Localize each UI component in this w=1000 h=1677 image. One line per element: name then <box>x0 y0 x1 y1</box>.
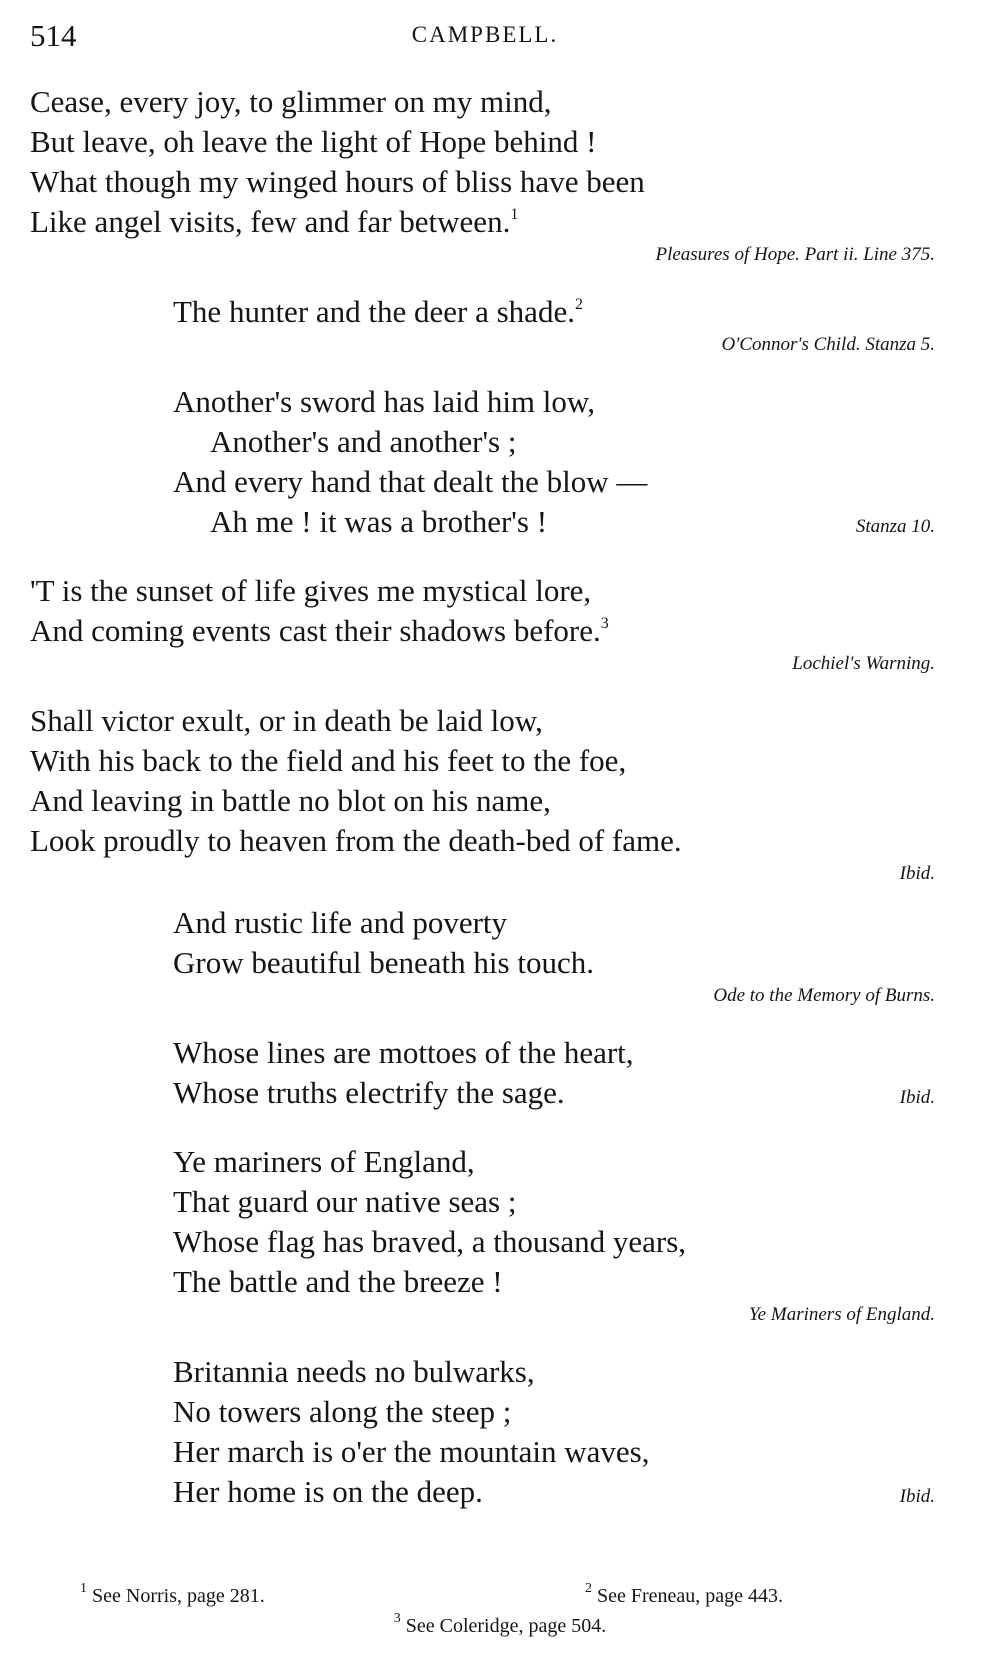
verse-line: Whose lines are mottoes of the heart, <box>173 1035 634 1070</box>
verse-line: And leaving in battle no blot on his name, <box>30 783 551 818</box>
footnotes <box>0 1581 1000 1637</box>
attribution: Pleasures of Hope. Part ii. Line 375. <box>655 244 935 265</box>
quote-block <box>30 382 935 547</box>
footnote-ref[interactable]: 3 <box>600 614 609 632</box>
verse-line: Britannia needs no bulwarks, <box>173 1354 535 1389</box>
footnote-ref[interactable]: 2 <box>574 295 583 313</box>
quote-block <box>30 292 935 358</box>
attribution: O'Connor's Child. Stanza 5. <box>721 334 935 355</box>
verse-line-text: Whose truths electrify the sage. <box>173 1075 565 1110</box>
footnote-mark: 3 <box>393 1611 401 1627</box>
verse-line <box>30 502 935 547</box>
footnote <box>80 1581 265 1608</box>
quote-block <box>30 1033 935 1118</box>
verse-line: With his back to the field and his feet to the foe, <box>30 743 627 778</box>
verse-line: The battle and the breeze ! <box>173 1264 503 1299</box>
verse-line: But leave, oh leave the light of Hope behind ! <box>30 124 597 159</box>
quote-block <box>30 903 935 1009</box>
verse-line: And rustic life and poverty <box>173 905 508 940</box>
attribution: Stanza 10. <box>855 516 935 537</box>
attribution: Ibid. <box>899 863 935 884</box>
quotations <box>30 82 935 1517</box>
verse-line: Cease, every joy, to glimmer on my mind, <box>30 84 552 119</box>
verse-line: No towers along the steep ; <box>173 1394 512 1429</box>
verse-line <box>30 292 935 332</box>
verse-line: 'T is the sunset of life gives me mystical lore, <box>30 573 592 608</box>
footnote-text: See Coleridge, page 504. <box>405 1615 607 1637</box>
verse-line-text: And coming events cast their shadows before. <box>30 613 601 648</box>
footnote-text: See Freneau, page 443. <box>597 1585 784 1607</box>
verse-line: Whose flag has braved, a thousand years, <box>173 1224 687 1259</box>
verse-line <box>30 1472 935 1517</box>
verse-line: And every hand that dealt the blow — <box>173 464 648 499</box>
footnote-mark: 2 <box>585 1581 592 1597</box>
verse-line-text: Ah me ! it was a brother's ! <box>210 504 548 539</box>
page-number: 514 <box>30 18 77 53</box>
verse-line: That guard our native seas ; <box>173 1184 517 1219</box>
verse-line: Another's sword has laid him low, <box>173 384 596 419</box>
attribution: Lochiel's Warning. <box>792 653 935 674</box>
verse-line-text: Like angel visits, few and far between. <box>30 204 511 239</box>
footnote <box>585 1581 784 1608</box>
verse-line: Another's and another's ; <box>210 424 517 459</box>
quote-block <box>30 82 935 268</box>
quote-block <box>30 1352 935 1517</box>
verse-line: Shall victor exult, or in death be laid low, <box>30 703 543 738</box>
footnote-ref[interactable]: 1 <box>510 205 519 223</box>
attribution: Ibid. <box>899 1486 935 1507</box>
footnote <box>0 1611 1000 1638</box>
quote-block <box>30 571 935 677</box>
footnote-text: See Norris, page 281. <box>92 1585 265 1607</box>
verse-line <box>30 611 935 651</box>
attribution: Ode to the Memory of Burns. <box>713 985 935 1006</box>
page-header <box>30 18 940 58</box>
verse-line: What though my winged hours of bliss have been <box>30 164 645 199</box>
verse-line-text: The hunter and the deer a shade. <box>173 294 575 329</box>
footnote-mark: 1 <box>80 1581 87 1597</box>
verse-line: Look proudly to heaven from the death-bed of fame. <box>30 823 682 858</box>
quote-block <box>30 701 935 887</box>
verse-line: Grow beautiful beneath his touch. <box>173 945 594 980</box>
verse-line <box>30 1073 935 1118</box>
attribution: Ibid. <box>899 1087 935 1108</box>
running-head: CAMPBELL. <box>411 22 559 47</box>
verse-line: Her march is o'er the mountain waves, <box>173 1434 650 1469</box>
verse-line <box>30 202 935 242</box>
attribution: Ye Mariners of England. <box>748 1304 935 1325</box>
verse-line: Ye mariners of England, <box>173 1144 475 1179</box>
verse-line-text: Her home is on the deep. <box>173 1474 483 1509</box>
quote-block <box>30 1142 935 1328</box>
